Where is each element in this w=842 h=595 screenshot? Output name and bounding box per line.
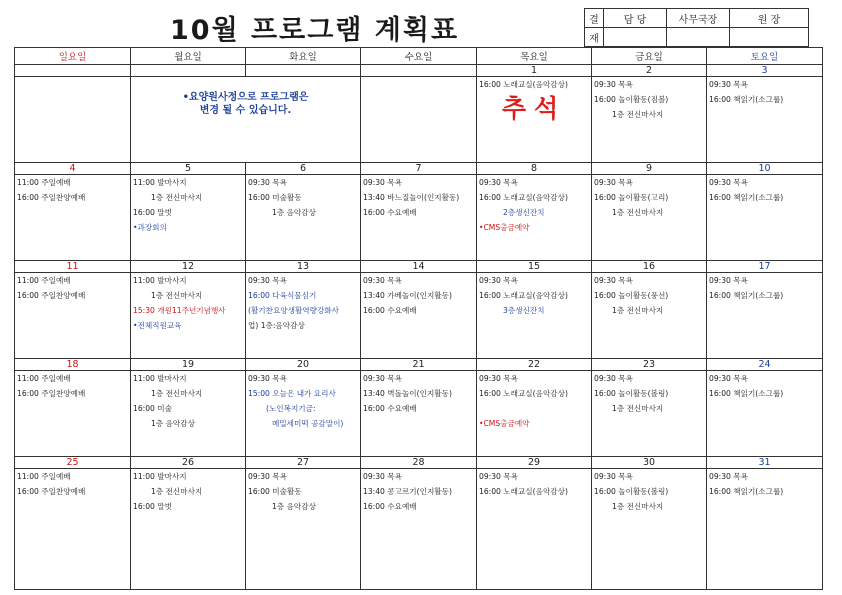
- schedule-entry: 09:30 목욕: [594, 472, 633, 481]
- schedule-entry: 메밀세미떡 공감말이): [272, 419, 344, 428]
- schedule-entry: 1층 전신마사지: [612, 208, 664, 217]
- approval-sign-staff: [604, 28, 667, 47]
- schedule-entry: 09:30 목욕: [363, 374, 402, 383]
- day-cell-friday: [592, 371, 707, 457]
- schedule-entry: 16:00 주일찬양예배: [17, 389, 86, 398]
- schedule-entry: 09:30 목욕: [594, 276, 633, 285]
- schedule-entry: 09:30 목욕: [479, 276, 518, 285]
- schedule-entry: 1층 전신마사지: [151, 487, 203, 496]
- schedule-entry: 1층 전신마사지: [612, 110, 664, 119]
- schedule-entry: 13:40 바느질놀이(인지활동): [363, 193, 460, 202]
- schedule-entry: 09:30 목욕: [479, 472, 518, 481]
- schedule-entry: 3층생신잔치: [503, 306, 545, 315]
- date-number: 8: [477, 163, 592, 175]
- schedule-entry: •CMS출금예약: [479, 223, 530, 232]
- date-number: 17: [707, 261, 823, 273]
- schedule-entry: 업) 1층:음악감상: [248, 321, 305, 330]
- schedule-entry: 09:30 목욕: [363, 276, 402, 285]
- date-number: 13: [246, 261, 361, 273]
- day-cell-thursday: [477, 371, 592, 457]
- weekday-tuesday: 화요일: [246, 48, 361, 65]
- schedule-entry: •과장회의: [133, 223, 167, 232]
- approval-director: 원 장: [730, 9, 809, 28]
- day-cell-empty: [361, 77, 477, 163]
- day-cell-wednesday: [361, 175, 477, 261]
- date-number: 23: [592, 359, 707, 371]
- date-row: [15, 261, 823, 273]
- schedule-entry: 09:30 목욕: [248, 276, 287, 285]
- schedule-entry: 16:00 수요예배: [363, 502, 417, 511]
- schedule-entry: 09:30 목욕: [594, 178, 633, 187]
- schedule-entry: 16:00 수요예배: [363, 404, 417, 413]
- schedule-entry: 13:40 콩고르기(인지활동): [363, 487, 452, 496]
- schedule-entry: 16:00 수요예배: [363, 306, 417, 315]
- schedule-entry: 1층 전신마사지: [612, 404, 664, 413]
- day-cell-sunday: [15, 469, 131, 590]
- weekday-sunday: 일요일: [15, 48, 131, 65]
- schedule-entry: 1층 전신마사지: [612, 502, 664, 511]
- schedule-entry: 16:00 말벗: [133, 208, 172, 217]
- day-cell-tuesday: [246, 469, 361, 590]
- schedule-entry: 1층 음악감상: [272, 208, 316, 217]
- date-number: [361, 65, 477, 77]
- date-number: 26: [131, 457, 246, 469]
- weekday-header-row: [15, 48, 823, 65]
- weekday-monday: 월요일: [131, 48, 246, 65]
- schedule-entry: 16:00 미술활동: [248, 487, 302, 496]
- schedule-entry: 09:30 목욕: [594, 80, 633, 89]
- day-cell-monday: [131, 469, 246, 590]
- schedule-entry: 1층 전신마사지: [151, 193, 203, 202]
- schedule-entry: 2층생신잔치: [503, 208, 545, 217]
- date-number: 21: [361, 359, 477, 371]
- schedule-entry: 1층 음악감상: [272, 502, 316, 511]
- date-row: [15, 65, 823, 77]
- schedule-entry: 11:00 발마사지: [133, 178, 187, 187]
- day-cell-saturday: [707, 77, 823, 163]
- schedule-entry: 16:00 말벗: [133, 502, 172, 511]
- schedule-entry: 16:00 노래교실(음악감상): [479, 291, 568, 300]
- schedule-entry: 16:00 책읽기(소그룹): [709, 487, 784, 496]
- schedule-entry: 09:30 목욕: [479, 374, 518, 383]
- schedule-entry: 16:00 미술활동: [248, 193, 302, 202]
- schedule-entry: 09:30 목욕: [363, 178, 402, 187]
- approval-label-2: 재: [585, 28, 604, 47]
- day-cell-empty: [15, 77, 131, 163]
- date-number: 1: [477, 65, 592, 77]
- schedule-entry: 09:30 목욕: [248, 472, 287, 481]
- schedule-entry: 09:30 목욕: [248, 374, 287, 383]
- date-number: 6: [246, 163, 361, 175]
- weekday-friday: 금요일: [592, 48, 707, 65]
- schedule-entry: 16:00 놀이활동(풍선): [594, 291, 669, 300]
- date-number: 20: [246, 359, 361, 371]
- schedule-entry: (활기찬요양생활역량강화사: [248, 306, 339, 315]
- schedule-row: [15, 273, 823, 359]
- date-number: 14: [361, 261, 477, 273]
- schedule-entry: 11:00 발마사지: [133, 472, 187, 481]
- day-cell-thursday: [477, 175, 592, 261]
- schedule-entry: 16:00 놀이활동(볼링): [594, 487, 669, 496]
- date-number: [15, 65, 131, 77]
- day-cell-saturday: [707, 273, 823, 359]
- schedule-entry: 16:00 노래교실(음악감상): [479, 80, 568, 89]
- day-cell-sunday: [15, 175, 131, 261]
- date-number: 16: [592, 261, 707, 273]
- schedule-entry: 16:00 놀이활동(짐볼): [594, 95, 669, 104]
- date-number: 3: [707, 65, 823, 77]
- schedule-entry: [477, 401, 591, 416]
- schedule-row: [15, 77, 823, 163]
- date-number: 18: [15, 359, 131, 371]
- schedule-row: [15, 371, 823, 457]
- schedule-entry: 1층 전신마사지: [612, 306, 664, 315]
- approval-manager: 사무국장: [667, 9, 730, 28]
- schedule-entry: 11:00 주일예배: [17, 276, 71, 285]
- calendar-table: [14, 47, 823, 590]
- day-cell-tuesday: [246, 371, 361, 457]
- schedule-entry: 09:30 목욕: [248, 178, 287, 187]
- schedule-entry: 16:00 미술: [133, 404, 172, 413]
- schedule-entry: 09:30 목욕: [479, 178, 518, 187]
- notice-cell: [131, 77, 361, 163]
- day-cell-wednesday: [361, 371, 477, 457]
- weekday-thursday: 목요일: [477, 48, 592, 65]
- day-cell-saturday: [707, 175, 823, 261]
- schedule-entry: 13:40 가베놀이(인지활동): [363, 291, 452, 300]
- schedule-row: [15, 175, 823, 261]
- schedule-entry: 1층 전신마사지: [151, 291, 203, 300]
- schedule-entry: 09:30 목욕: [709, 80, 748, 89]
- schedule-entry: 09:30 목욕: [709, 178, 748, 187]
- notice-line: 변경 될 수 있습니다.: [199, 105, 292, 116]
- day-cell-thursday: [477, 77, 592, 163]
- date-number: 11: [15, 261, 131, 273]
- date-number: 10: [707, 163, 823, 175]
- schedule-entry: 15:30 개원11주년기념행사: [133, 306, 226, 315]
- date-number: 31: [707, 457, 823, 469]
- date-row: [15, 163, 823, 175]
- schedule-entry: 16:00 수요예배: [363, 208, 417, 217]
- schedule-entry: 09:30 목욕: [709, 472, 748, 481]
- schedule-entry: 16:00 책읽기(소그룹): [709, 95, 784, 104]
- approval-staff: 담 당: [604, 9, 667, 28]
- day-cell-monday: [131, 371, 246, 457]
- schedule-change-notice: [131, 91, 360, 117]
- date-number: 7: [361, 163, 477, 175]
- schedule-entry: 16:00 주일찬양예배: [17, 291, 86, 300]
- schedule-entry: 16:00 노래교실(음악감상): [479, 487, 568, 496]
- date-row: [15, 359, 823, 371]
- day-cell-monday: [131, 273, 246, 359]
- date-number: 22: [477, 359, 592, 371]
- schedule-entry: 13:40 벽돌놀이(인지활동): [363, 389, 452, 398]
- schedule-entry: 11:00 발마사지: [133, 374, 187, 383]
- date-number: 28: [361, 457, 477, 469]
- schedule-entry: •CMS출금예약: [479, 419, 530, 428]
- date-number: 15: [477, 261, 592, 273]
- date-number: 24: [707, 359, 823, 371]
- day-cell-thursday: [477, 273, 592, 359]
- notice-line: •요양원사정으로 프로그램은: [182, 92, 309, 103]
- date-number: 25: [15, 457, 131, 469]
- day-cell-friday: [592, 273, 707, 359]
- schedule-entry: 16:00 주일찬양예배: [17, 193, 86, 202]
- schedule-entry: 15:00 오늘은 내가 요리사: [248, 389, 336, 398]
- holiday-label: 추석: [501, 94, 567, 123]
- day-cell-tuesday: [246, 175, 361, 261]
- date-number: 5: [131, 163, 246, 175]
- page-title: 10월 프로그램 계획표: [170, 15, 460, 46]
- schedule-entry: 16:00 책읽기(소그룹): [709, 389, 784, 398]
- schedule-entry: (노인복지기금:: [266, 404, 316, 413]
- schedule-entry: 16:00 노래교실(음악감상): [479, 193, 568, 202]
- schedule-entry: •전체직원교육: [133, 321, 182, 330]
- schedule-entry: 1층 음악감상: [151, 419, 195, 428]
- date-number: 4: [15, 163, 131, 175]
- day-cell-wednesday: [361, 273, 477, 359]
- schedule-entry: 09:30 목욕: [363, 472, 402, 481]
- approval-sign-manager: [667, 28, 730, 47]
- approval-box: [584, 8, 809, 47]
- day-cell-wednesday: [361, 469, 477, 590]
- date-row: [15, 457, 823, 469]
- schedule-entry: 09:30 목욕: [709, 276, 748, 285]
- schedule-entry: 09:30 목욕: [594, 374, 633, 383]
- schedule-entry: 16:00 책읽기(소그룹): [709, 291, 784, 300]
- day-cell-friday: [592, 175, 707, 261]
- approval-label-1: 결: [585, 9, 604, 28]
- schedule-entry: 11:00 발마사지: [133, 276, 187, 285]
- date-number: 12: [131, 261, 246, 273]
- date-number: 29: [477, 457, 592, 469]
- date-number: [246, 65, 361, 77]
- weekday-saturday: 토요일: [707, 48, 823, 65]
- day-cell-saturday: [707, 469, 823, 590]
- schedule-entry: 11:00 주일예배: [17, 374, 71, 383]
- schedule-entry: 16:00 노래교실(음악감상): [479, 389, 568, 398]
- day-cell-saturday: [707, 371, 823, 457]
- day-cell-monday: [131, 175, 246, 261]
- schedule-entry: 09:30 목욕: [709, 374, 748, 383]
- date-number: 2: [592, 65, 707, 77]
- date-number: 30: [592, 457, 707, 469]
- day-cell-sunday: [15, 273, 131, 359]
- schedule-entry: 1층 전신마사지: [151, 389, 203, 398]
- schedule-entry: 16:00 놀이활동(고리): [594, 193, 669, 202]
- schedule-entry: 11:00 주일예배: [17, 472, 71, 481]
- schedule-entry: 16:00 주일찬양예배: [17, 487, 86, 496]
- day-cell-friday: [592, 469, 707, 590]
- schedule-entry: 11:00 주일예배: [17, 178, 71, 187]
- date-number: [131, 65, 246, 77]
- date-number: 27: [246, 457, 361, 469]
- schedule-entry: 16:00 다육식물심기: [248, 291, 317, 300]
- approval-sign-director: [730, 28, 809, 47]
- day-cell-tuesday: [246, 273, 361, 359]
- date-number: 19: [131, 359, 246, 371]
- date-number: 9: [592, 163, 707, 175]
- schedule-row: [15, 469, 823, 590]
- day-cell-sunday: [15, 371, 131, 457]
- day-cell-friday: [592, 77, 707, 163]
- schedule-entry: 16:00 놀이활동(볼링): [594, 389, 669, 398]
- day-cell-thursday: [477, 469, 592, 590]
- schedule-entry: 16:00 책읽기(소그룹): [709, 193, 784, 202]
- weekday-wednesday: 수요일: [361, 48, 477, 65]
